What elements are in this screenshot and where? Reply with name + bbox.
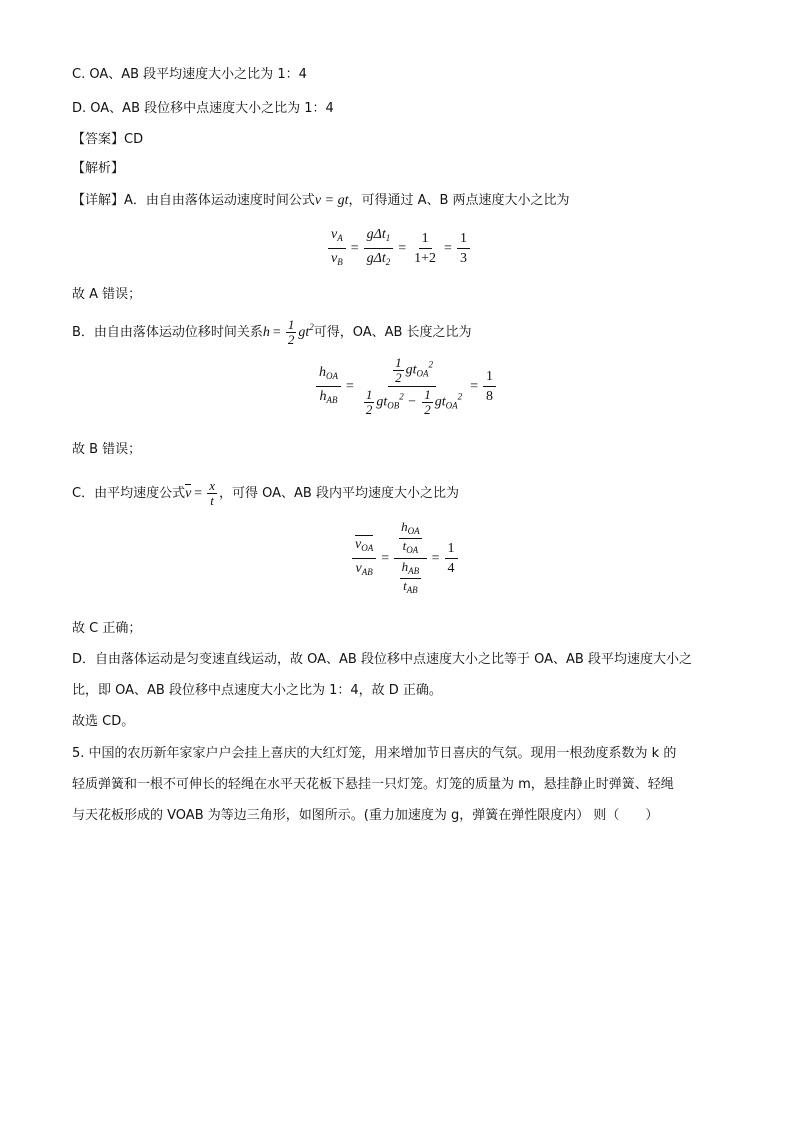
- option-c: C. OA、AB 段平均速度大小之比为 1：4: [72, 67, 307, 82]
- b-conclusion: 故 B 错误；: [72, 442, 142, 457]
- detail-d-line1: D．自由落体运动是匀变速直线运动，故 OA、AB 段位移中点速度大小之比等于 OA、AB 段平均速度大小之: [72, 652, 692, 667]
- analysis-label: 【解析】: [72, 161, 125, 176]
- question-5-line1: 5. 中国的农历新年家家户户会挂上喜庆的大红灯笼，用来增加节日喜庆的气氛。现用一根劲度系数为 k 的: [72, 746, 677, 761]
- equation-velocity-ratio: $\frac{v_A}{v_B}$ = $\frac{g\Delta t_1}{g\Delta t_2}$ = $\frac{1}{1+2}$ = $\frac{1}{3}$: [326, 226, 472, 271]
- question-5-line3: 与天花板形成的 VOAB 为等边三角形，如图所示。(重力加速度为 g，弹簧在弹性限度内） 则（ ）: [72, 808, 659, 823]
- formula-v-gt: v = gt: [314, 193, 349, 208]
- final-choice: 故选 CD。: [72, 714, 135, 729]
- answer-label: 【答案】CD: [72, 132, 144, 147]
- detail-a: [72, 192, 570, 210]
- c-conclusion: 故 C 正确；: [72, 621, 142, 636]
- question-5-line2: 轻质弹簧和一根不可伸长的轻绳在水平天花板下悬挂一只灯笼。灯笼的质量为 m，悬挂静止时弹簧、轻绳: [72, 777, 674, 792]
- detail-b: B．由自由落体运动位移时间关系h = $\frac{1}{2}$ $gt^2$可得，OA、AB 长度之比为: [72, 317, 472, 347]
- equation-avg-velocity-ratio: $\frac{v_{OA}}{v_{AB}}$ = $\frac{\frac{h_{OA}}{t_{OA}}}{\frac{h_{AB}}{t_{AB}}}$ = $\frac{1}{4}$: [350, 520, 460, 597]
- detail-d-line2: 比，即 OA、AB 段位移中点速度大小之比为 1：4，故 D 正确。: [72, 683, 442, 698]
- detail-c-post: ，可得 OA、AB 段内平均速度大小之比为: [218, 486, 459, 501]
- equation-length-ratio: $\frac{h_{OA}}{h_{AB}}$ = $\frac{1}{2}$ $gt_{OA}^2$ $\frac{1}{2}$ $gt_{OB}^2$ − $\frac{1}{2}$ $gt_{OA}^2$ = $\frac{1}{8}$: [314, 356, 498, 417]
- option-d: D. OA、AB 段位移中点速度大小之比为 1：4: [72, 101, 334, 116]
- detail-c-pre: C．由平均速度公式: [72, 486, 186, 501]
- detail-b-pre: B．由自由落体运动位移时间关系: [72, 325, 263, 340]
- detail-b-post: 可得，OA、AB 长度之比为: [313, 325, 472, 340]
- detail-a-pre: 【详解】A．由自由落体运动速度时间公式: [72, 193, 315, 208]
- a-conclusion: 故 A 错误；: [72, 287, 142, 302]
- detail-a-post: ，可得通过 A、B 两点速度大小之比为: [348, 193, 570, 208]
- detail-c: C．由平均速度公式v = $\frac{x}{t}$ ，可得 OA、AB 段内平均速度大小之比为: [72, 478, 459, 508]
